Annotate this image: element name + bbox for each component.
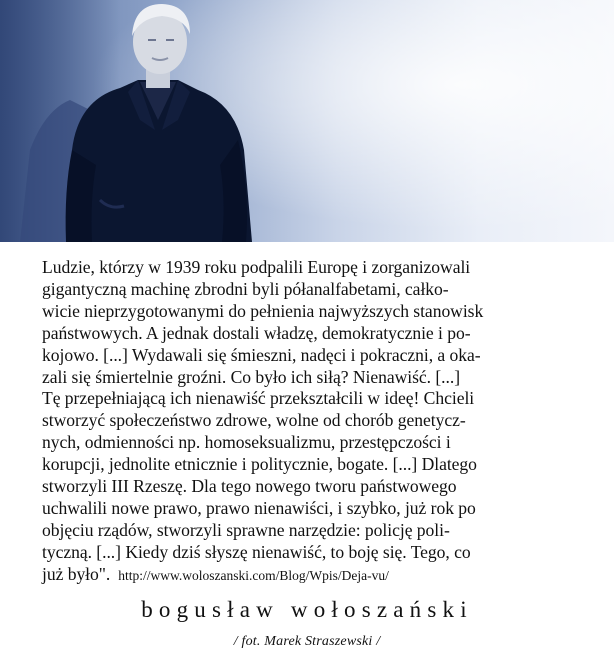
quote-line: państwowych. A jednak dostali władzę, demokratycznie i po-	[42, 322, 471, 343]
quote-text	[42, 257, 590, 587]
quote-line: Ludzie, którzy w 1939 roku podpalili Europę i zorganizowali	[42, 257, 471, 277]
quote-line: gigantyczną machinę zbrodni byli półanalfabetami, całko-	[42, 278, 449, 299]
quote-last-line	[42, 564, 590, 587]
quote-line: stworzyli III Rzeszę. Dla tego nowego tworu państwowego	[42, 476, 457, 497]
quote-line: zali się śmiertelnie groźni. Co było ich siłą? Nienawiść. [...]	[42, 366, 461, 387]
quote-line: nych, odmienności np. homoseksualizmu, przestępczości i	[42, 432, 451, 453]
quote-line: kojowo. [...] Wydawali się śmieszni, nadęci i pokraczni, a oka-	[42, 344, 481, 365]
author-photo	[0, 0, 614, 242]
quote-line: wicie nieprzygotowanymi do pełnienia najwyższych stanowisk	[42, 300, 484, 321]
quote-line: Tę przepełniającą ich nienawiść przekształcili w ideę! Chcieli	[42, 388, 475, 409]
author-name: bogusław wołoszański	[141, 597, 473, 622]
quote-line: już było".	[42, 563, 111, 584]
quote-line: objęciu rządów, stworzyli sprawne narzędzie: policję poli-	[42, 519, 450, 540]
quote-line: uchwalili nowe prawo, prawo nienawiści, i szybko, już rok po	[42, 497, 476, 518]
quote-line: korupcji, jednolite etnicznie i politycznie, bogate. [...] Dlatego	[42, 454, 477, 475]
portrait-illustration	[0, 0, 614, 242]
source-url[interactable]: http://www.woloszanski.com/Blog/Wpis/Deja-vu/	[118, 567, 389, 583]
quote-line: tyczną. [...] Kiedy dziś słyszę nienawiść, to boję się. Tego, co	[42, 541, 471, 562]
photo-credit: / fot. Marek Straszewski /	[233, 634, 381, 649]
quote-line: stworzyć społeczeństwo zdrowe, wolne od chorób genetycz-	[42, 410, 466, 431]
